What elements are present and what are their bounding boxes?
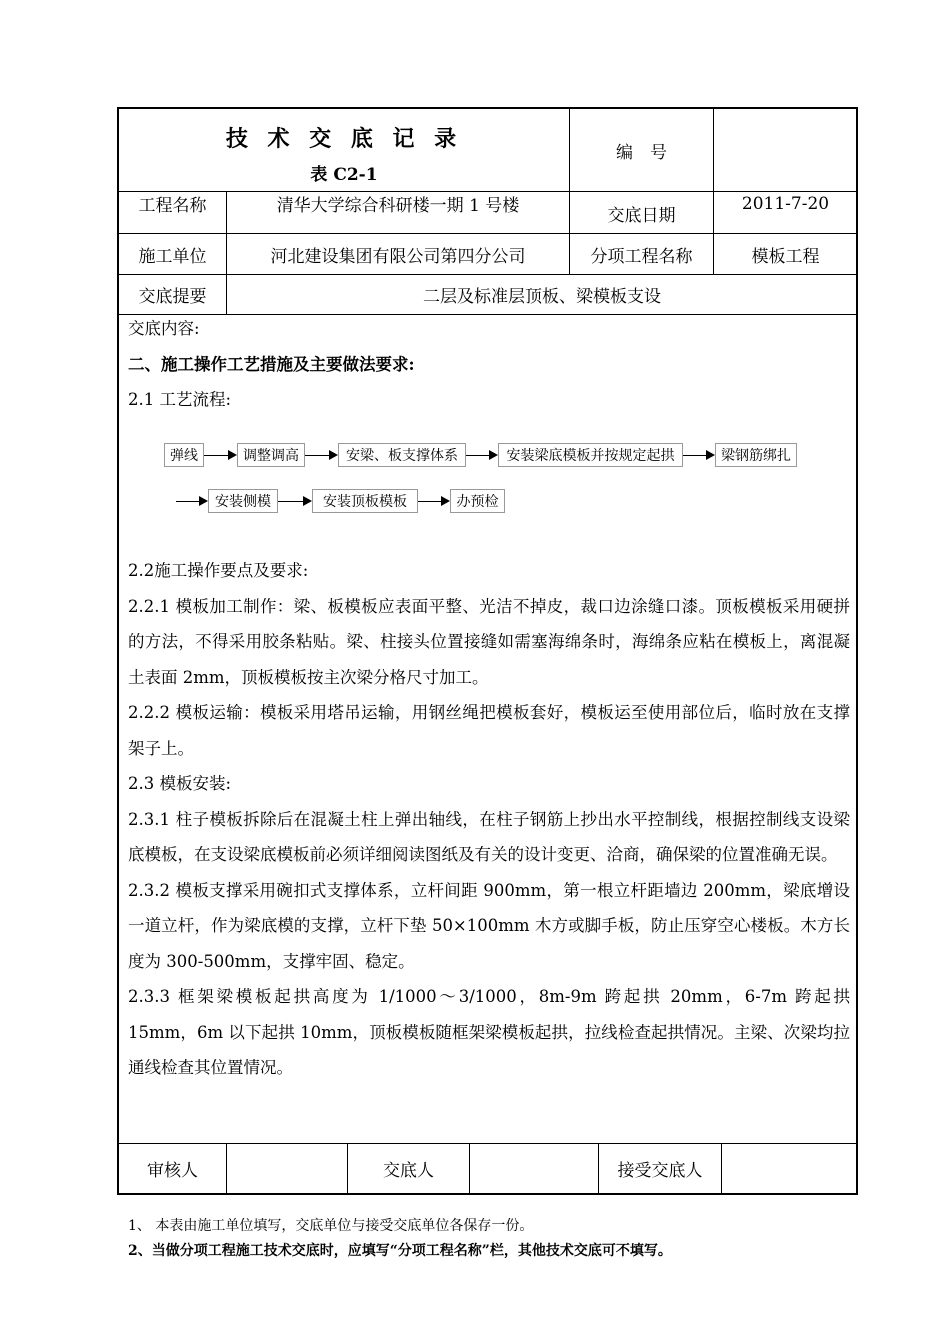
flow-step: 安装顶板模板 [312, 489, 418, 513]
flow-arrow [305, 450, 338, 460]
form-number: 表 C2-1 [310, 165, 378, 185]
flow-step: 梁钢筋绑扎 [715, 443, 797, 467]
project-name-value[interactable]: 清华大学综合科研楼一期 1 号楼 [276, 195, 520, 216]
paragraph-2-3-1: 2.3.1 柱子模板拆除后在混凝土柱上弹出轴线，在柱子钢筋上抄出水平控制线，根据控制线支设梁底模板，在支设梁底模板前必须详细阅读图纸及有关的设计变更、洽商，确保梁的位置准确无误。 [128, 809, 850, 864]
flow-title: 2.1 工艺流程: [128, 390, 232, 409]
flow-arrow [683, 450, 715, 460]
date-value[interactable]: 2011-7-20 [741, 194, 830, 214]
flow-step: 调整调高 [237, 443, 305, 467]
content-body [128, 553, 850, 1086]
date-label: 交底日期 [607, 205, 676, 226]
flow-step: 办预检 [450, 489, 505, 513]
install-title: 2.3 模板安装: [128, 774, 232, 793]
contractor-value[interactable]: 河北建设集团有限公司第四分公司 [270, 246, 526, 267]
sub-project-label: 分项工程名称 [590, 246, 693, 267]
receiver-field[interactable] [722, 1144, 857, 1193]
contractor-label: 施工单位 [138, 246, 207, 267]
flow-arrow [278, 496, 312, 506]
receiver-label: 接受交底人 [617, 1161, 703, 1181]
flow-arrow [176, 496, 208, 506]
form-title: 技 术 交 底 记 录 [225, 126, 463, 152]
content-label: 交底内容: [128, 319, 200, 338]
flow-arrow [204, 450, 237, 460]
paragraph-2-2-2: 2.2.2 模板运输：模板采用塔吊运输，用钢丝绳把模板套好，模板运至使用部位后，临时放在支撑架子上。 [128, 703, 850, 758]
discloser-label: 交底人 [383, 1161, 434, 1181]
reviewer-field[interactable] [227, 1144, 347, 1193]
flow-step: 安装梁底模板并按规定起拱 [498, 443, 683, 467]
paragraph-2-3-2: 2.3.2 模板支撑采用碗扣式支撑体系，立杆间距 900mm，第一根立杆距墙边 200mm，梁底增设一道立杆，作为梁底模的支撑，立杆下垫 50×100mm 木方或脚手板，防止压穿空心楼板。木方长度为 300-500mm，支撑牢固、稳定。 [128, 880, 850, 971]
flow-step: 安装侧模 [208, 489, 278, 513]
paragraph-2-2-1: 2.2.1 模板加工制作：梁、板模板应表面平整、光洁不掉皮，裁口边涂缝口漆。顶板模板采用硬拼的方法，不得采用胶条粘贴。梁、柱接头位置接缝如需塞海绵条时，海绵条应粘在模板上，离混凝土表面 2mm，顶板模板按主次梁分格尺寸加工。 [128, 596, 850, 687]
flow-arrow [466, 450, 498, 460]
reviewer-label: 审核人 [147, 1161, 198, 1181]
code-value[interactable] [714, 109, 857, 191]
flow-step: 安梁、板支撑体系 [338, 443, 466, 467]
footnote-1: 1、 本表由施工单位填写，交底单位与接受交底单位各保存一份。 [128, 1218, 534, 1234]
project-name-label: 工程名称 [138, 195, 207, 216]
discloser-field[interactable] [470, 1144, 598, 1193]
flow-step: 弹线 [164, 443, 204, 467]
summary-value[interactable]: 二层及标准层顶板、梁模板支设 [423, 287, 661, 307]
summary-label: 交底提要 [138, 287, 207, 307]
points-title: 2.2施工操作要点及要求: [128, 561, 309, 580]
paragraph-2-3-3: 2.3.3 框架梁模板起拱高度为 1/1000～3/1000，8m-9m 跨起拱 20mm，6-7m 跨起拱 15mm，6m 以下起拱 10mm，顶板模板随框架梁模板起拱，拉线检查起拱情况。主梁、次梁均拉通线检查其位置情况。 [128, 987, 850, 1077]
section-heading: 二、施工操作工艺措施及主要做法要求: [128, 354, 415, 374]
sub-project-value[interactable]: 模板工程 [751, 246, 820, 267]
content-body-top [128, 311, 850, 418]
flow-arrow [418, 496, 450, 506]
footnote-2: 2、当做分项工程施工技术交底时，应填写“分项工程名称”栏，其他技术交底可不填写。 [128, 1243, 672, 1259]
code-label: 编 号 [616, 142, 667, 163]
